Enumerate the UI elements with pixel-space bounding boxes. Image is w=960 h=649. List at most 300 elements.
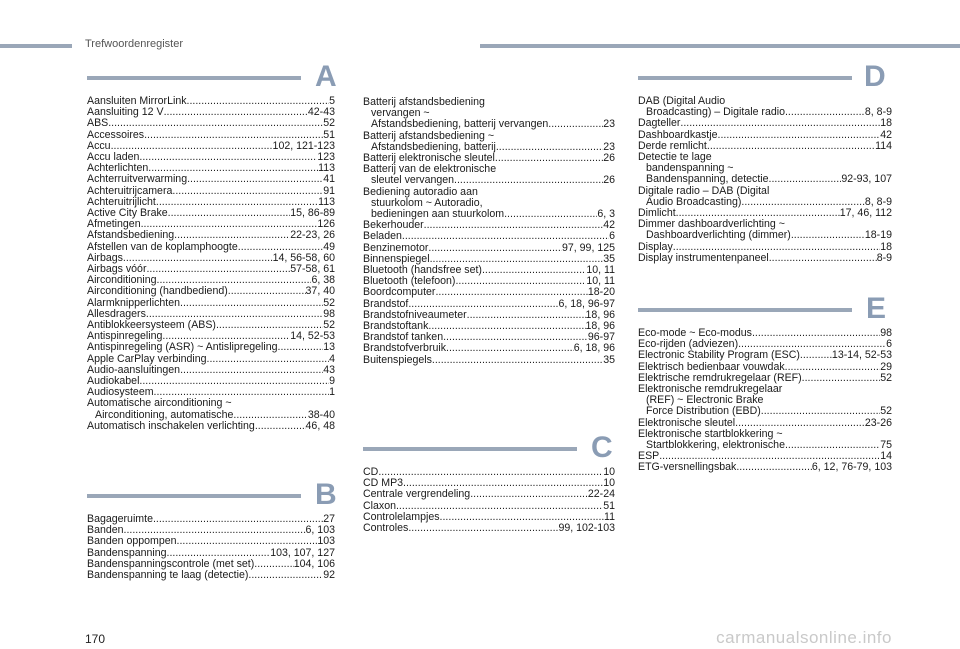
index-entry-row <box>363 175 615 186</box>
index-entry <box>87 514 335 525</box>
section-a-entries <box>87 96 335 432</box>
index-entry-term: Afstellen van de koplamphoogte <box>87 240 238 253</box>
index-entry-term: Force Distribution (EBD) <box>646 405 761 418</box>
index-entry-term: ETG-versnellingsbak <box>638 461 737 474</box>
index-entry <box>638 253 892 264</box>
dot-leader <box>802 373 881 384</box>
index-entry <box>87 118 335 129</box>
index-entry-term: Elektrische remdrukregelaar (REF) <box>638 371 802 384</box>
index-entry <box>363 231 615 242</box>
index-entry-term: Bandenspanningscontrole (met set) <box>87 557 255 570</box>
index-entry-term: Alarmknipperlichten <box>87 296 181 309</box>
index-entry-pages: 35 <box>603 252 615 265</box>
index-entry-term: Bagageruimte <box>87 513 153 525</box>
index-entry <box>363 489 615 500</box>
index-entry-term: Airconditioning (handbediend) <box>87 285 228 298</box>
index-entry-line: Digitale radio – DAB (Digital <box>638 184 770 197</box>
dot-leader <box>454 175 603 186</box>
index-entry-term: CD MP3 <box>363 477 404 490</box>
dot-leader <box>761 406 880 417</box>
section-c-bar <box>363 447 577 451</box>
index-entry <box>87 342 335 353</box>
section-c-letter: C <box>591 431 613 464</box>
index-entry-term: Brandstoftank <box>363 320 429 333</box>
section-b-header <box>87 478 337 511</box>
index-entry <box>638 219 892 241</box>
section-b <box>87 480 335 581</box>
dot-leader <box>800 350 832 361</box>
dot-leader <box>187 174 323 185</box>
index-entry-pages: 8, 8-9 <box>864 106 892 119</box>
index-entry-term: Achteruitrijcamera <box>87 184 173 197</box>
index-entry-pages: 52 <box>323 296 335 309</box>
section-a <box>87 62 335 432</box>
index-entry <box>363 523 615 534</box>
index-entry-row <box>363 355 615 366</box>
index-entry-term: Antispinregeling <box>87 330 163 343</box>
index-entry-row <box>363 489 615 500</box>
dot-leader <box>402 231 609 242</box>
index-entry-pages: 75 <box>880 439 892 452</box>
dot-leader <box>435 287 587 298</box>
section-c-header <box>363 431 615 464</box>
index-entry-term: Centrale vergrendeling <box>363 488 471 501</box>
section-e-header <box>638 292 892 325</box>
page-number: 170 <box>85 632 106 646</box>
index-entry-pages: 38-40 <box>307 408 335 421</box>
index-entry-pages: 57-58, 61 <box>290 263 335 276</box>
index-entry <box>87 286 335 297</box>
dot-leader <box>180 298 323 309</box>
index-entry-line: bandenspanning ~ <box>646 162 734 175</box>
dot-leader <box>467 310 586 321</box>
index-entry-row <box>87 536 335 547</box>
dot-leader <box>174 230 290 241</box>
dot-leader <box>108 118 323 129</box>
index-entry-row <box>87 107 335 118</box>
index-entry-term: Beladen <box>363 230 402 243</box>
dot-leader <box>207 354 330 365</box>
index-entry-pages: 27 <box>323 513 335 525</box>
index-entry-term: Afstandsbediening, batterij vervangen <box>371 118 549 131</box>
index-entry-pages: 91 <box>323 184 335 197</box>
index-entry-row <box>638 174 892 185</box>
section-b-continued-entries <box>363 97 615 366</box>
index-entry-row <box>363 231 615 242</box>
dot-leader <box>785 107 865 118</box>
index-entry-term: Afmetingen <box>87 218 141 231</box>
index-entry-term: Achterruitverwarming <box>87 173 188 186</box>
index-entry-term: ABS <box>87 117 109 130</box>
index-entry-pages: 49 <box>323 240 335 253</box>
index-entry-pages: 96-97 <box>587 331 615 344</box>
index-entry-pages: 14, 52-53 <box>290 330 335 343</box>
index-entry-term: CD <box>363 466 379 478</box>
index-entry-pages: 6, 103 <box>305 524 335 537</box>
index-entry-term: Achterlichten <box>87 162 149 175</box>
index-entry <box>638 186 892 208</box>
dot-leader <box>446 343 574 354</box>
index-entry-term: Airconditioning, automatische <box>95 408 234 421</box>
dot-leader <box>718 130 881 141</box>
dot-leader <box>248 570 323 581</box>
section-a-bar <box>87 76 301 80</box>
index-entry-pages: 14 <box>880 450 892 463</box>
dot-leader <box>139 152 317 163</box>
page-header: Trefwoordenregister <box>85 38 184 50</box>
index-entry-pages: 103, 107, 127 <box>270 546 335 559</box>
index-entry-row <box>87 286 335 297</box>
index-entry-line: vervangen ~ <box>371 107 430 120</box>
index-entry <box>363 187 615 221</box>
index-entry-term: Boordcomputer <box>363 286 436 299</box>
index-entry <box>87 536 335 547</box>
index-entry-pages: 52 <box>323 319 335 332</box>
dot-leader <box>428 243 562 254</box>
index-entry-term: Bluetooth (telefoon) <box>363 275 456 288</box>
index-entry-term: Audio Broadcasting) <box>646 195 742 208</box>
index-entry-pages: 35 <box>603 353 615 366</box>
index-entry-pages: 9 <box>329 375 335 388</box>
index-entry-term: Bandenspanning te laag (detectie) <box>87 569 249 582</box>
index-entry-row <box>638 406 892 417</box>
index-entry-term: Electronic Stability Program (ESC) <box>638 349 800 362</box>
section-e-entries <box>638 328 892 474</box>
index-entry-term: Dagteller <box>638 117 681 130</box>
index-entry-term: Elektronische sleutel <box>638 416 736 429</box>
index-entry-pages: 13 <box>323 341 335 354</box>
index-entry-term: Binnenspiegel <box>363 252 430 265</box>
dot-leader <box>432 355 603 366</box>
index-entry-term: Audiosysteem <box>87 386 154 399</box>
index-entry <box>87 398 335 420</box>
section-b-continued <box>363 97 615 366</box>
index-entry-term: Display instrumentenpaneel <box>638 251 769 264</box>
dot-leader <box>255 421 306 432</box>
index-entry <box>363 343 615 354</box>
dot-leader <box>769 174 842 185</box>
dot-leader <box>455 276 586 287</box>
index-entry-term: Achteruitrijlicht <box>87 195 156 208</box>
index-entry-pages: 18, 96 <box>585 320 615 333</box>
index-entry-pages: 103 <box>317 535 335 548</box>
header-rule-right <box>480 44 960 48</box>
index-entry-line: Dimmer dashboardverlichting ~ <box>638 218 785 231</box>
index-entry-row <box>87 421 335 432</box>
index-entry-pages: 23-26 <box>864 416 892 429</box>
dot-leader <box>769 253 877 264</box>
index-entry-term: Audiokabel <box>87 375 140 388</box>
index-entry-pages: 10 <box>603 466 615 478</box>
index-entry-pages: 52 <box>880 405 892 418</box>
index-entry-term: Buitenspiegels <box>363 353 432 366</box>
index-entry-pages: 14, 56-58, 60 <box>272 251 335 264</box>
index-entry-term: Eco-mode ~ Eco-modus <box>638 327 752 339</box>
index-entry-term: Dashboardverlichting (dimmer) <box>646 229 791 242</box>
index-entry-pages: 29 <box>880 360 892 373</box>
index-entry-row <box>87 174 335 185</box>
index-entry-line: Batterij afstandsbediening <box>363 96 485 108</box>
index-entry-term: Allesdragers <box>87 307 146 320</box>
index-entry-row <box>638 350 892 361</box>
index-entry-pages: 8, 8-9 <box>864 195 892 208</box>
index-entry-pages: 4 <box>329 352 335 365</box>
index-entry-pages: 102, 121-123 <box>272 139 335 152</box>
index-entry-pages: 10 <box>603 477 615 490</box>
index-entry-pages: 98 <box>880 327 892 339</box>
section-e-bar <box>638 308 852 312</box>
index-entry <box>363 131 615 153</box>
index-entry <box>638 384 892 418</box>
index-entry-pages: 6, 3 <box>597 208 615 221</box>
section-d-letter: D <box>864 60 886 93</box>
index-entry-pages: 126 <box>317 218 335 231</box>
index-entry-pages: 6, 18, 96-97 <box>558 297 615 310</box>
dot-leader <box>146 264 290 275</box>
section-d-bar <box>638 76 852 80</box>
index-entry-pages: 52 <box>880 371 892 384</box>
index-entry-pages: 42 <box>603 219 615 232</box>
dot-leader <box>278 342 324 353</box>
section-e <box>638 294 892 474</box>
index-entry-pages: 23 <box>603 140 615 153</box>
dot-leader <box>496 142 603 153</box>
index-entry-term: Bandenspanning, detectie <box>646 173 769 186</box>
index-entry <box>638 152 892 186</box>
index-entry <box>363 97 615 131</box>
index-entry-term: Accu <box>87 139 111 152</box>
section-a-letter: A <box>315 60 337 93</box>
dot-leader <box>504 209 597 220</box>
section-d <box>638 62 892 264</box>
watermark: carmanualsonline.info <box>716 628 892 647</box>
index-entry-line: (REF) ~ Electronic Brake <box>646 394 764 407</box>
index-entry <box>363 287 615 298</box>
index-entry-row <box>638 230 892 241</box>
dot-leader <box>785 440 880 451</box>
section-d-header <box>638 60 892 93</box>
index-entry-term: Aansluiten MirrorLink <box>87 95 187 107</box>
index-entry-pages: 51 <box>603 499 615 512</box>
dot-leader <box>172 186 323 197</box>
index-entry-line: Batterij van de elektronische <box>363 163 497 176</box>
dot-leader <box>228 286 306 297</box>
section-e-letter: E <box>866 292 887 325</box>
index-entry <box>638 462 892 473</box>
dot-leader <box>428 321 585 332</box>
dot-leader <box>168 208 291 219</box>
section-b-bar <box>87 494 301 498</box>
index-entry-term: Automatisch inschakelen verlichting <box>87 419 255 432</box>
index-entry-term: Brandstofniveaumeter <box>363 308 467 321</box>
section-a-header <box>87 60 337 93</box>
index-entry-row <box>638 462 892 473</box>
index-entry-row <box>87 342 335 353</box>
index-entry-pages: 114 <box>875 139 892 152</box>
index-entry-term: Derde remlicht <box>638 139 707 152</box>
index-entry-pages: 18-19 <box>864 229 892 242</box>
section-c <box>363 433 615 534</box>
index-entry-pages: 1 <box>329 386 335 399</box>
section-c-entries <box>363 467 615 534</box>
index-entry-pages: 18 <box>880 117 892 130</box>
index-entry-term: Controles <box>363 522 409 535</box>
index-entry-term: Broadcasting) – Digitale radio <box>646 106 785 119</box>
index-entry-pages: 52 <box>323 117 335 130</box>
dot-leader <box>548 119 603 130</box>
index-entry <box>363 355 615 366</box>
index-entry-term: Audio-aansluitingen <box>87 363 181 376</box>
index-entry-pages: 18, 96 <box>585 308 615 321</box>
index-entry <box>87 107 335 118</box>
index-entry-term: Banden oppompen <box>87 535 177 548</box>
dot-leader <box>139 376 329 387</box>
index-entry <box>638 429 892 451</box>
dot-leader <box>443 332 588 343</box>
index-entry-pages: 99, 102-103 <box>558 522 615 535</box>
index-entry-pages: 113 <box>318 162 335 175</box>
index-entry-pages: 42-43 <box>307 106 335 119</box>
index-entry-term: Airbags vóór <box>87 263 147 276</box>
index-entry-term: Antispinregeling (ASR) ~ Antislipregeling <box>87 341 278 354</box>
index-entry-term: Brandstof <box>363 297 409 310</box>
index-entry-pages: 11 <box>604 510 615 523</box>
index-entry-term: Brandstofverbruik <box>363 342 447 355</box>
index-entry-term: Claxon <box>363 499 396 512</box>
dot-leader <box>752 328 880 339</box>
dot-leader <box>177 536 318 547</box>
index-entry-pages: 104, 106 <box>293 557 335 570</box>
index-entry-pages: 92 <box>323 569 335 582</box>
index-entry-pages: 6, 18, 96 <box>573 342 615 355</box>
index-entry-pages: 6, 38 <box>311 274 335 287</box>
index-entry-row <box>363 119 615 130</box>
header-rule-left <box>0 44 72 48</box>
index-entry-line: Bediening autoradio aan <box>363 185 478 198</box>
index-entry-pages: 46, 48 <box>305 419 335 432</box>
dot-leader <box>180 365 323 376</box>
index-entry-term: Antiblokkeersysteem (ABS) <box>87 319 216 332</box>
index-entry-term: Aansluiting 12 V <box>87 106 164 119</box>
index-entry-pages: 43 <box>323 363 335 376</box>
index-entry-line: Batterij afstandsbediening ~ <box>363 129 495 142</box>
index-entry-line: stuurkolom ~ Autoradio, <box>371 196 483 209</box>
dot-leader <box>408 523 558 534</box>
dot-leader <box>424 220 604 231</box>
dot-leader <box>164 107 308 118</box>
dot-leader <box>791 230 865 241</box>
dot-leader <box>378 467 603 478</box>
index-entry-term: Airbags <box>87 251 123 264</box>
index-entry-term: Eco-rijden (adviezen) <box>638 338 739 351</box>
index-entry-pages: 123 <box>317 151 335 164</box>
index-entry-pages: 10, 11 <box>586 275 615 288</box>
index-entry-row <box>638 118 892 129</box>
dot-leader <box>482 265 586 276</box>
section-b-entries <box>87 514 335 581</box>
index-entry-term: Airconditioning <box>87 274 157 287</box>
dot-leader <box>470 489 588 500</box>
index-entry-term: Bandenspanning <box>87 546 167 559</box>
section-b-letter: B <box>315 478 337 511</box>
index-entry-term: Batterij elektronische sleutel <box>363 152 495 165</box>
index-entry-pages: 17, 46, 112 <box>839 207 892 220</box>
index-entry-row <box>87 514 335 525</box>
index-entry-term: sleutel vervangen <box>371 174 455 187</box>
index-entry-line: Elektronische startblokkering ~ <box>638 427 783 440</box>
index-entry-pages: 26 <box>603 152 615 165</box>
index-entry-row <box>638 253 892 264</box>
index-entry-pages: 37, 40 <box>305 285 335 298</box>
index-entry-term: Controlelampjes <box>363 510 440 523</box>
index-entry-pages: 22-23, 26 <box>290 229 335 242</box>
index-entry-row <box>87 230 335 241</box>
index-entry-row <box>87 570 335 581</box>
dot-leader <box>153 514 323 525</box>
index-entry-line: Detectie te lage <box>638 151 712 164</box>
section-d-entries <box>638 96 892 264</box>
index-entry <box>87 174 335 185</box>
index-entry-pages: 113 <box>318 195 335 208</box>
index-entry-term: ESP <box>638 450 660 463</box>
index-entry-term: Startblokkering, elektronische <box>646 439 785 452</box>
index-entry-pages: 26 <box>603 174 615 187</box>
index-entry <box>87 230 335 241</box>
index-entry-term: bedieningen aan stuurkolom <box>371 208 505 221</box>
index-entry-pages: 13-14, 52-53 <box>831 349 892 362</box>
index-entry <box>87 570 335 581</box>
index-entry-term: Accessoires <box>87 128 145 141</box>
dot-leader <box>495 153 603 164</box>
index-entry-row <box>87 118 335 129</box>
index-entry-pages: 5 <box>329 95 335 107</box>
index-entry-pages: 22-24 <box>587 488 615 501</box>
index-entry <box>87 421 335 432</box>
index-entry-line: DAB (Digital Audio <box>638 95 726 107</box>
index-entry-term: Display <box>638 240 673 253</box>
index-entry-term: Bekerhouder <box>363 219 424 232</box>
index-entry-term: Active City Brake <box>87 207 168 220</box>
index-entry-row <box>363 523 615 534</box>
index-entry-pages: 8-9 <box>876 251 892 264</box>
index-entry-term: Accu laden <box>87 151 140 164</box>
index-entry-pages: 6 <box>886 338 892 351</box>
index-entry-pages: 97, 99, 125 <box>561 241 615 254</box>
index-entry-term: Afstandsbediening, batterij <box>371 140 496 153</box>
index-entry-pages: 41 <box>323 173 335 186</box>
index-entry-pages: 18-20 <box>587 286 615 299</box>
index-entry-row <box>363 287 615 298</box>
index-entry-term: Apple CarPlay verbinding <box>87 352 207 365</box>
index-entry-pages: 42 <box>880 128 892 141</box>
index-entry-pages: 92-93, 107 <box>841 173 892 186</box>
index-entry-line: Elektronische remdrukregelaar <box>638 383 783 396</box>
index-entry-term: Afstandsbediening <box>87 229 175 242</box>
dot-leader <box>736 462 812 473</box>
dot-leader <box>254 559 294 570</box>
index-entry-line: Automatische airconditioning ~ <box>87 397 232 410</box>
index-entry-term: Dashboardkastje <box>638 128 718 141</box>
dot-leader <box>680 118 880 129</box>
dot-leader <box>707 141 875 152</box>
index-entry-term: Bluetooth (handsfree set) <box>363 264 482 277</box>
index-entry-term: Dimlicht <box>638 207 676 220</box>
index-entry-pages: 6, 12, 76-79, 103 <box>811 461 892 474</box>
index-entry-term: Elektrisch bedienbaar vouwdak <box>638 360 785 373</box>
index-entry-term: Benzinemotor <box>363 241 429 254</box>
index-entry-row <box>638 440 892 451</box>
index-entry-pages: 18 <box>880 240 892 253</box>
